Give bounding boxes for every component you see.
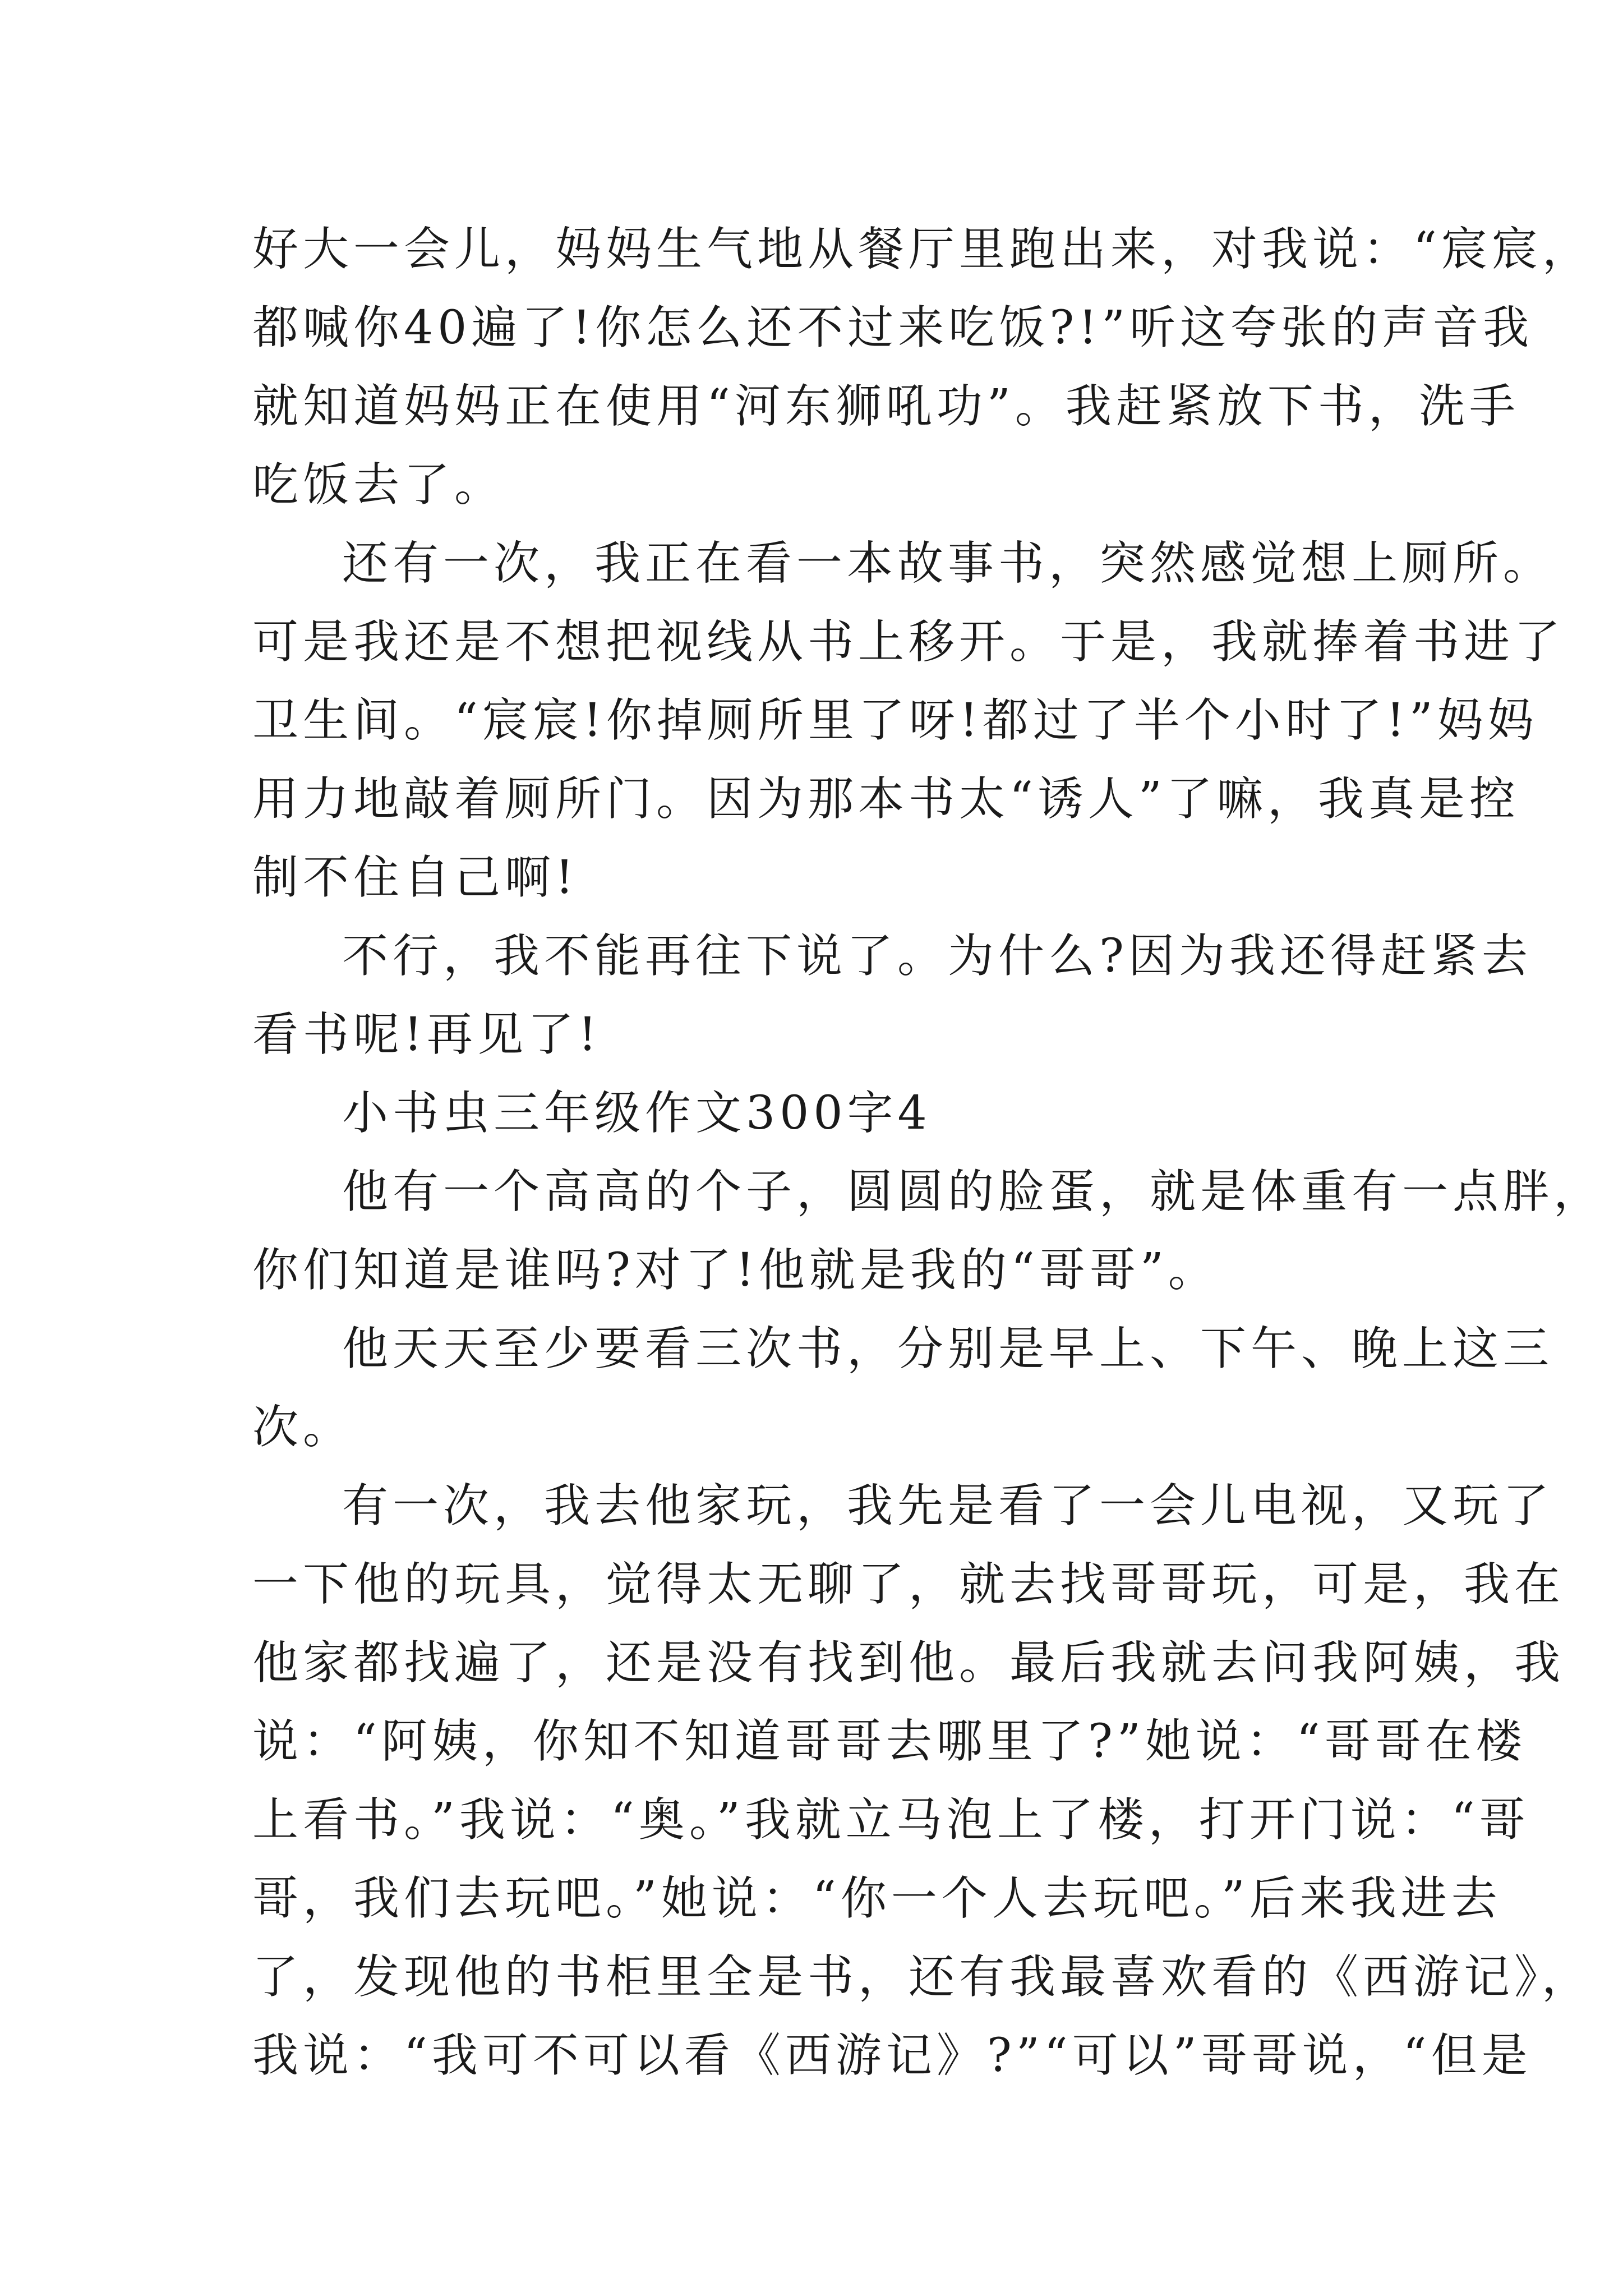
text-line: 用力地敲着厕所门。因为那本书太“诱人”了嘛，我真是控 <box>252 772 1520 826</box>
text-line: 都喊你40遍了!你怎么还不过来吃饭?!”听这夸张的声音我 <box>252 301 1534 355</box>
text-line: 看书呢!再见了! <box>252 1008 601 1061</box>
paragraph-first-line: 不行，我不能再往下说了。为什么?因为我还得赶紧去 <box>342 930 1532 983</box>
text-line: 次。 <box>252 1401 354 1454</box>
text-line: 说：“阿姨，你知不知道哥哥去哪里了?”她说：“哥哥在楼 <box>252 1715 1527 1768</box>
text-line: 一下他的玩具，觉得太无聊了，就去找哥哥玩，可是，我在 <box>252 1558 1565 1611</box>
text-line: 了，发现他的书柜里全是书，还有我最喜欢看的《西游记》， <box>252 1950 1593 2004</box>
text-line: 你们知道是谁吗?对了!他就是我的“哥哥”。 <box>252 1244 1219 1297</box>
text-line: 可是我还是不想把视线从书上移开。于是，我就捧着书进了 <box>252 615 1565 669</box>
text-line: 制不住自己啊! <box>252 851 578 904</box>
paragraph-first-line: 他天天至少要看三次书，分别是早上、下午、晚上这三 <box>342 1322 1554 1375</box>
section-heading: 小书虫三年级作文300字4 <box>342 1087 932 1140</box>
paragraph-first-line: 有一次，我去他家玩，我先是看了一会儿电视，又玩了 <box>342 1479 1554 1533</box>
text-line: 卫生间。“宸宸!你掉厕所里了呀!都过了半个小时了!”妈妈 <box>252 694 1538 747</box>
text-line: 上看书。”我说：“奥。”我就立马泡上了楼，打开门说：“哥 <box>252 1793 1530 1847</box>
paragraph-first-line: 他有一个高高的个子，圆圆的脸蛋，就是体重有一点胖， <box>342 1165 1604 1218</box>
text-line: 吃饭去了。 <box>252 458 505 512</box>
text-line: 就知道妈妈正在使用“河东狮吼功”。我赶紧放下书，洗手 <box>252 380 1520 433</box>
text-line: 好大一会儿，妈妈生气地从餐厅里跑出来，对我说：“宸宸， <box>252 223 1593 276</box>
text-line: 哥，我们去玩吧。”她说：“你一个人去玩吧。”后来我进去 <box>252 1872 1502 1925</box>
text-line: 他家都找遍了，还是没有找到他。最后我就去问我阿姨，我 <box>252 1636 1565 1690</box>
paragraph-first-line: 还有一次，我正在看一本故事书，突然感觉想上厕所。 <box>342 537 1554 590</box>
text-line: 我说：“我可不可以看《西游记》?”“可以”哥哥说，“但是 <box>252 2029 1532 2082</box>
